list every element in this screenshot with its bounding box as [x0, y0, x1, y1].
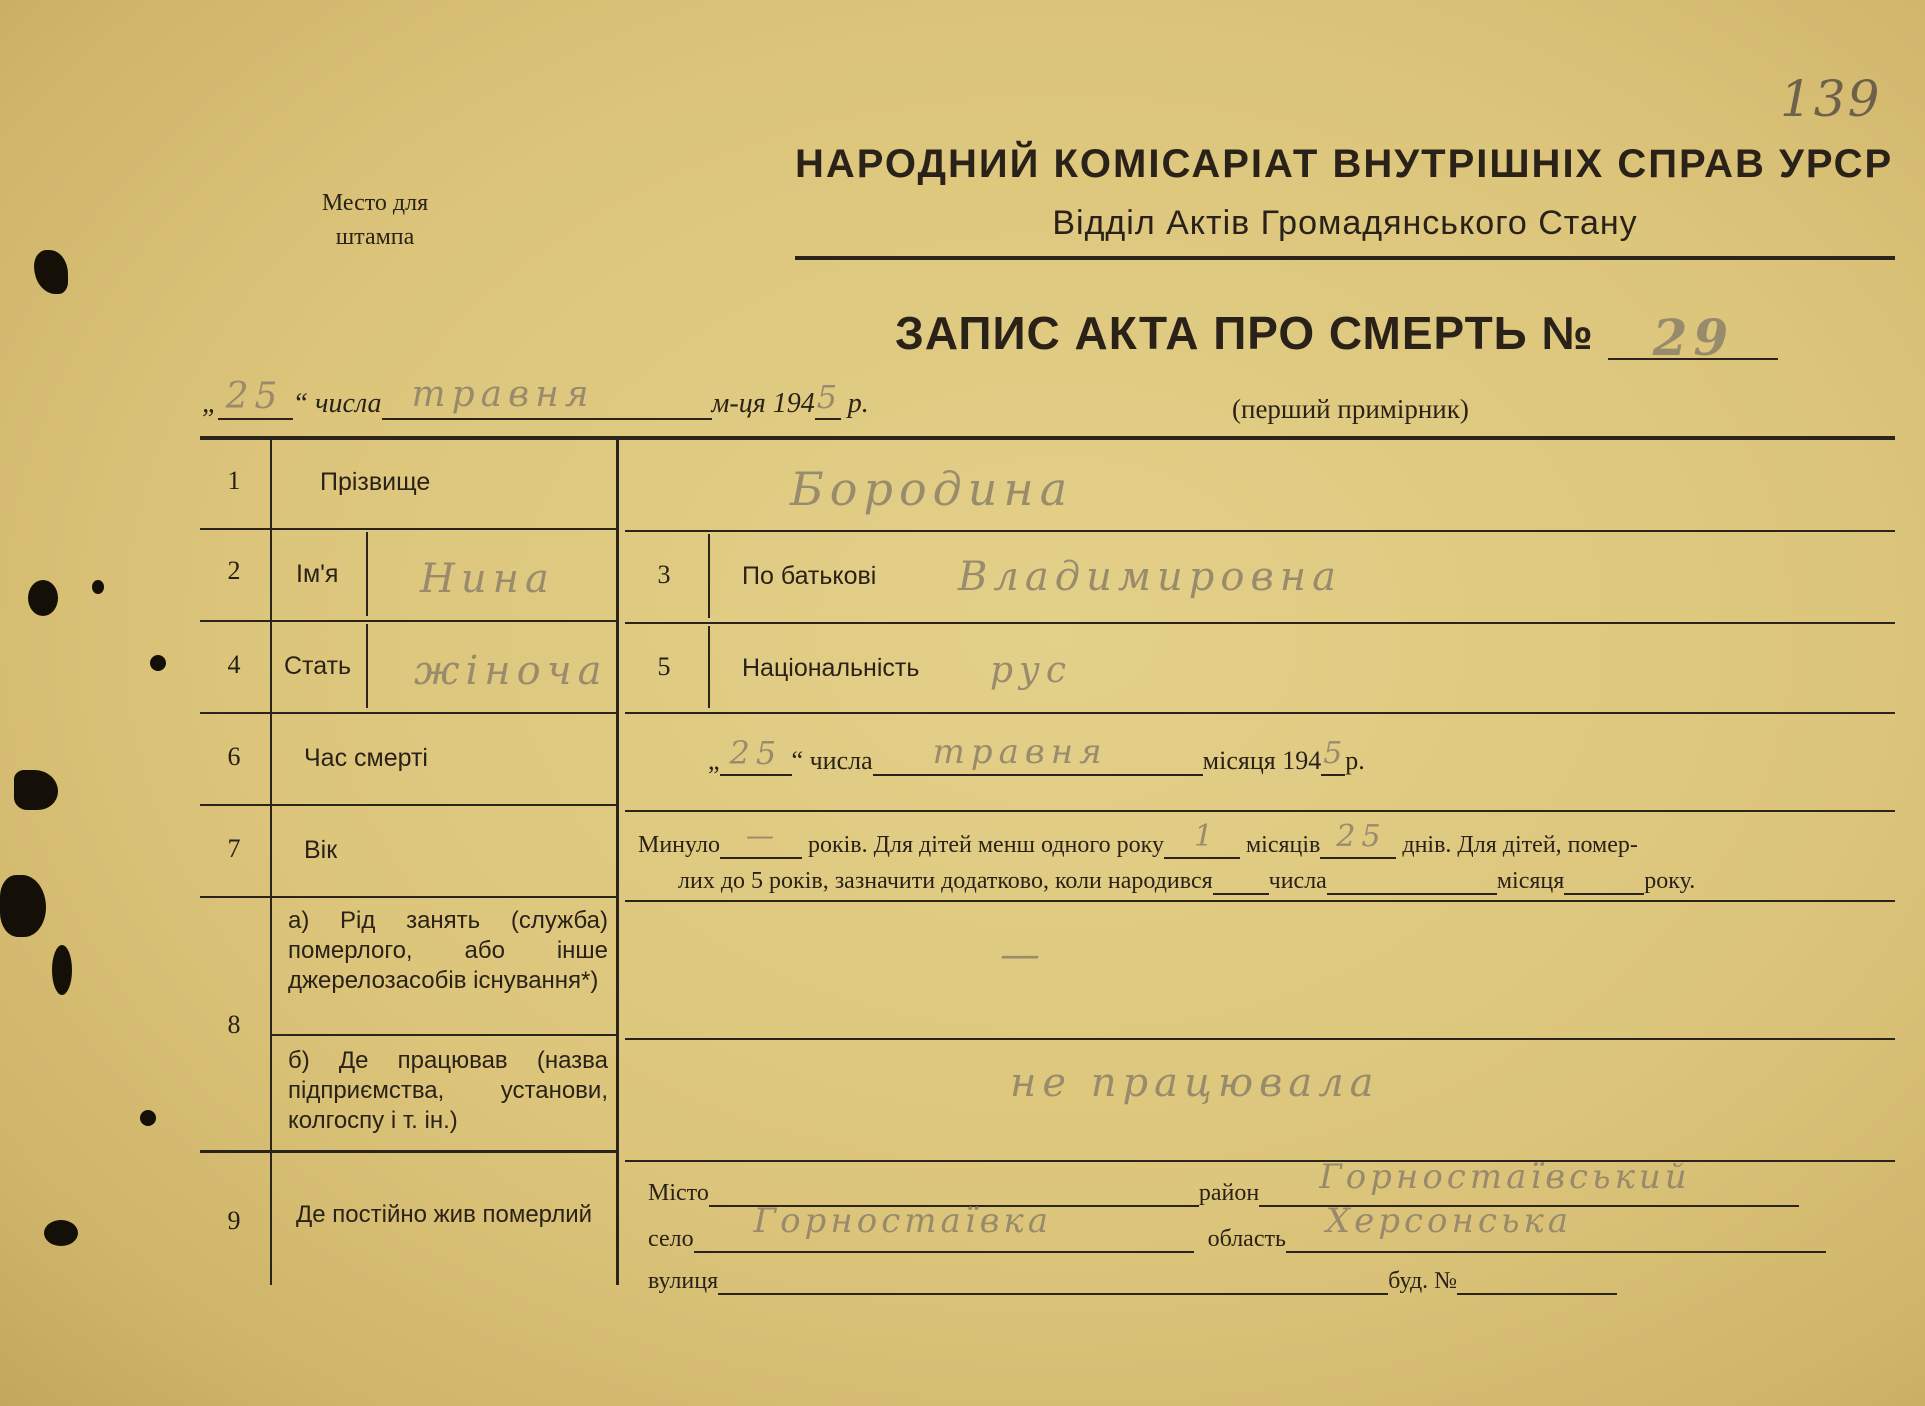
patronymic-value: Владимировна [958, 554, 1342, 600]
name-cell-divider [366, 532, 368, 616]
row-2-number: 2 [227, 556, 241, 585]
house-field [1457, 1271, 1617, 1295]
row-separator [200, 804, 616, 806]
record-title [895, 306, 1778, 367]
death-day-value: 25 [729, 734, 783, 772]
record-number-line [1608, 308, 1778, 367]
stamp-place-label [290, 186, 460, 254]
first-name-label: Ім'я [296, 560, 339, 588]
age-months-value: 1 [1193, 819, 1220, 854]
age-text-line1 [638, 819, 1638, 859]
death-time-label: Час смерті [304, 744, 428, 772]
sex-label: Стать [284, 652, 352, 680]
patronymic-num-divider [708, 534, 710, 618]
nationality-value: рус [990, 650, 1073, 691]
row-separator [625, 810, 1895, 812]
sex-value: жіноча [414, 648, 608, 694]
row-separator [625, 1038, 1895, 1040]
birth-year-field [1564, 871, 1644, 895]
day-word: числа [315, 388, 382, 419]
ink-stain [34, 250, 68, 294]
archive-number: 139 [1780, 70, 1882, 128]
death-year-value: 5 [1323, 736, 1343, 771]
year-value: 5 [816, 378, 838, 416]
row-separator [625, 712, 1895, 714]
death-month-value: травня [932, 732, 1108, 772]
age-t6: числа [1268, 868, 1327, 894]
age-t5: лих до 5 років, зазначити додатково, коли народився [678, 868, 1213, 894]
birth-month-field [1327, 871, 1497, 895]
row-separator [270, 1034, 616, 1036]
patronymic-label: По батькові [742, 562, 877, 590]
death-month-field [873, 732, 1203, 776]
occupation-value: — [1000, 932, 1046, 978]
row-separator [625, 622, 1895, 624]
row-separator [200, 620, 616, 622]
ink-stain [52, 945, 72, 995]
age-text-line2 [678, 868, 1695, 895]
ink-stain [28, 580, 58, 616]
residence-village-line [648, 1201, 1826, 1253]
age-t8: року. [1644, 868, 1696, 894]
row-separator [625, 530, 1895, 532]
row-separator [200, 896, 616, 898]
row-separator [625, 1160, 1895, 1162]
month-word: м-ця 194 [711, 388, 815, 419]
death-date-line [708, 732, 1365, 776]
nationality-label: Національність [742, 654, 920, 682]
workplace-label: б) Де працював (назва підприємства, установи, колгоспу і т. ін.) [288, 1047, 608, 1134]
row-separator [200, 1150, 616, 1153]
month-value: травня [411, 374, 595, 415]
age-t3: місяців [1245, 832, 1321, 858]
death-day-word: числа [809, 746, 873, 775]
surname-value: Бородина [790, 462, 1074, 516]
year-suffix: р. [847, 388, 869, 419]
month-field [382, 374, 712, 420]
ink-stain [44, 1220, 78, 1246]
village-field [694, 1201, 1194, 1253]
label-column-divider [616, 440, 619, 1285]
row-separator [200, 712, 616, 714]
residence-label: Де постійно жив померлий [296, 1201, 593, 1228]
age-years-value: — [745, 819, 780, 852]
row-8-number: 8 [227, 1010, 241, 1039]
row-9-number: 9 [227, 1206, 241, 1235]
age-t2: років. Для дітей менш одного року [807, 832, 1164, 858]
occupation-label: а) Рід занять (служба) померлого, або інше джерелозасобів існування*) [288, 907, 608, 994]
surname-label: Прізвище [320, 468, 431, 496]
stamp-place-line2: штампа [335, 224, 415, 250]
district-value: Горностаївський [1319, 1157, 1691, 1197]
birth-day-field [1213, 871, 1269, 895]
row-7-number: 7 [227, 834, 241, 863]
death-year-suffix: р. [1345, 746, 1365, 775]
copy-note: (перший примірник) [1232, 394, 1469, 424]
header-divider [795, 256, 1895, 260]
ministry-title: НАРОДНИЙ КОМІСАРІАТ ВНУТРІШНІХ СПРАВ УРСР [795, 142, 1894, 186]
street-label: вулиця [648, 1268, 719, 1294]
ink-stain [150, 655, 166, 671]
quote-open: „ [202, 388, 218, 419]
table-top-border [200, 436, 1895, 440]
quote-close: “ [791, 746, 804, 775]
region-label: область [1207, 1226, 1286, 1252]
row-4-number: 4 [227, 650, 241, 679]
row-6-number: 6 [227, 742, 241, 771]
row-3-number: 3 [657, 560, 671, 589]
ink-stain [0, 875, 46, 937]
num-column-divider [270, 440, 272, 1285]
sex-cell-divider [366, 624, 368, 708]
region-value: Херсонська [1325, 1201, 1573, 1241]
day-value: 25 [225, 376, 284, 417]
row-separator [625, 900, 1895, 902]
record-number: 29 [1652, 308, 1735, 367]
age-t4: днів. Для дітей, помер- [1402, 832, 1638, 858]
department-title: Відділ Актів Громадянського Стану [1052, 204, 1638, 242]
stamp-place-line1: Место для [321, 190, 429, 216]
age-days-field [1320, 819, 1396, 859]
street-field [718, 1271, 1388, 1295]
age-years-field [720, 819, 802, 859]
house-label: буд. № [1388, 1268, 1458, 1294]
ink-stain [92, 580, 104, 594]
age-t1: Минуло [638, 832, 720, 858]
first-name-value: Нина [420, 556, 555, 602]
row-5-number: 5 [657, 652, 671, 681]
row-1-number: 1 [227, 466, 241, 495]
village-value: Горностаївка [753, 1201, 1052, 1241]
ink-stain [14, 770, 58, 810]
record-title-text: ЗАПИС АКТА ПРО СМЕРТЬ № [895, 307, 1594, 359]
year-field [815, 378, 841, 420]
workplace-value: не працювала [1010, 1060, 1380, 1106]
quote-open: „ [708, 746, 720, 775]
death-month-word: місяця 194 [1202, 746, 1322, 775]
age-days-value: 25 [1336, 819, 1387, 854]
row-separator [200, 528, 616, 530]
city-label: Місто [648, 1180, 709, 1206]
ink-stain [140, 1110, 156, 1126]
district-label: район [1198, 1180, 1260, 1206]
age-t7: місяця [1496, 868, 1565, 894]
death-year-field [1321, 736, 1345, 776]
death-day-field [720, 734, 792, 776]
nationality-num-divider [708, 626, 710, 708]
date-line [202, 374, 869, 420]
residence-street-line [648, 1268, 1617, 1295]
day-field [218, 376, 293, 420]
quote-close: “ [292, 388, 309, 419]
village-label: село [648, 1226, 694, 1252]
region-field [1286, 1201, 1826, 1253]
age-label: Вік [304, 836, 338, 864]
age-months-field [1164, 819, 1240, 859]
